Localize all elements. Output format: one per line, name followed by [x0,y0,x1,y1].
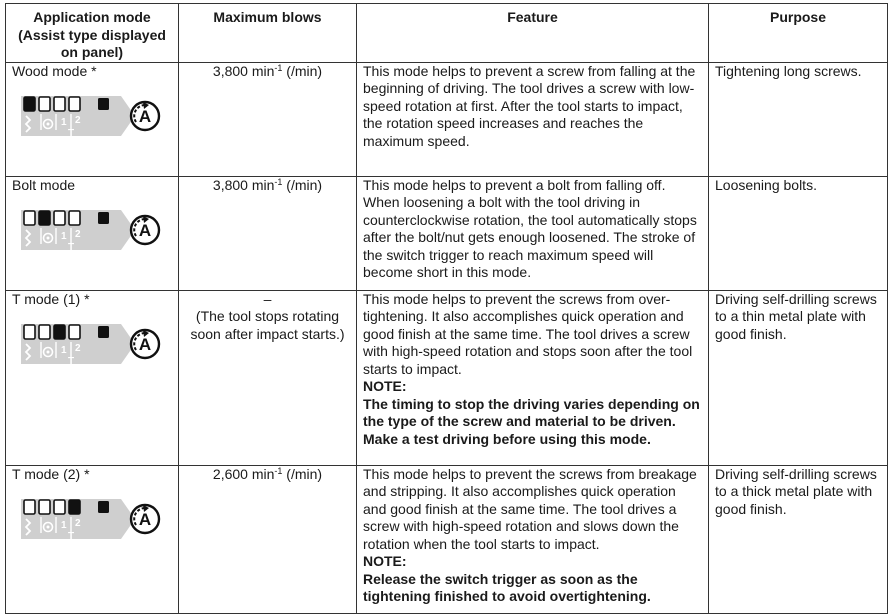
panel-label-1: 1 [61,345,67,356]
mode-cell [6,62,179,176]
mode-indicator-lamp [39,211,50,225]
assist-letter: A [138,221,152,240]
mode-indicator-lamp [69,325,80,339]
mode-indicator-lamp [54,97,65,111]
blows-value: 2,600 min [212,465,275,482]
bolt-icon-center [47,526,50,529]
mode-indicator-lamp [24,97,35,111]
blows-cell [179,290,357,465]
panel-label-1: 1 [61,520,67,531]
panel-label-2: 2 [75,343,81,354]
assist-panel-icon [19,493,161,545]
mode-cell [6,290,179,465]
mode-indicator-lamp [69,500,80,514]
assist-letter: A [138,107,152,126]
feature-text: This mode helps to prevent a screw from falling at the beginning of driving. The tool drives a screw with low-speed rotation at first. After the tool starts to impact, the rotation speed increases and reaches the maximum speed. [363,62,696,149]
blows-exponent: -1 [274,176,283,187]
purpose-text: Driving self-drilling screws to a thin metal plate with good finish. [715,290,877,342]
mode-indicator-lamp [69,211,80,225]
blows-exponent: -1 [274,62,283,73]
purpose-text: Tightening long screws. [715,62,862,79]
bolt-icon-center [47,351,50,354]
blows-value: 3,800 min [212,176,275,193]
blows-cell [179,62,357,176]
bolt-icon-center [47,123,50,126]
table-row [6,465,888,613]
mode-indicator-lamp [24,325,35,339]
purpose-cell [709,465,888,613]
header-purpose: Purpose [709,4,888,63]
bolt-icon-center [47,237,50,240]
mode-indicator-lamp [54,211,65,225]
feature-cell [357,62,709,176]
panel-label-1: 1 [61,231,67,242]
panel-label-t: T [68,128,75,139]
mode-cell [6,465,179,613]
assist-panel-icon [19,204,161,256]
feature-cell [357,465,709,613]
header-mode: Application mode (Assist type displayed on panel) [6,4,179,63]
mode-indicator-lamp [39,325,50,339]
feature-cell [357,176,709,290]
panel-label-2: 2 [75,518,81,529]
blows-note: (The tool stops rotating soon after impact starts.) [190,308,345,342]
purpose-cell [709,62,888,176]
note-text: The timing to stop the driving varies depending on the type of the screw and material to be driven. Make a test driving before using this mode. [363,395,700,447]
panel-label-t: T [68,356,75,367]
mode-name: Wood mode * [12,62,97,79]
blows-unit: (/min) [282,465,323,482]
feature-text: This mode helps to prevent the screws from breakage and stripping. It also accomplishes quick operation and good finish at the same time. The tool drives a screw with high-speed rotation and slows down the rotation when the tool starts to impact. [363,465,697,552]
note-label: NOTE: [363,378,407,394]
blows-dash: – [263,290,272,307]
feature-text: This mode helps to prevent the screws from over-tightening. It also accomplishes quick operation and good finish at the same time. The tool drives a screw with high-speed rotation and stops soon after the tool starts to impact. [363,290,693,377]
feature-text: This mode helps to prevent a bolt from falling off. When loosening a bolt with the tool driving in counterclockwise rotation, the tool automatically stops after the bolt/nut gets enough loosened. The stroke of the switch trigger to reach maximum speed will become short in this mode. [363,176,697,280]
table-row [6,176,888,290]
mode-name: Bolt mode [12,176,76,193]
header-row [6,4,888,63]
mode-indicator-lamp [54,500,65,514]
mode-name: T mode (1) * [12,290,90,307]
mode-indicator-lamp [54,325,65,339]
table-row [6,290,888,465]
blows-value: 3,800 min [212,62,275,79]
mode-indicator-lamp [69,97,80,111]
assist-panel-icon [19,318,161,370]
panel-label-2: 2 [75,229,81,240]
header-blows: Maximum blows [179,4,357,63]
assist-letter: A [138,510,152,529]
purpose-cell [709,290,888,465]
assist-indicator-lamp [98,501,109,513]
mode-indicator-lamp [24,211,35,225]
assist-panel-icon [19,90,161,142]
mode-indicator-lamp [24,500,35,514]
panel-label-t: T [68,531,75,542]
blows-unit: (/min) [282,62,323,79]
panel-label-1: 1 [61,117,67,128]
table-row [6,62,888,176]
blows-exponent: -1 [274,465,283,476]
header-feature: Feature [357,4,709,63]
purpose-cell [709,176,888,290]
assist-indicator-lamp [98,212,109,224]
blows-cell [179,176,357,290]
mode-indicator-lamp [39,97,50,111]
assist-indicator-lamp [98,98,109,110]
panel-label-2: 2 [75,115,81,126]
note-text: Release the switch trigger as soon as the tightening finished to avoid overtightening. [363,570,651,604]
assist-indicator-lamp [98,326,109,338]
purpose-text: Loosening bolts. [715,176,817,193]
blows-unit: (/min) [282,176,323,193]
note-label: NOTE: [363,553,407,569]
application-mode-table [5,3,888,614]
mode-name: T mode (2) * [12,465,90,482]
assist-letter: A [138,335,152,354]
purpose-text: Driving self-drilling screws to a thick metal plate with good finish. [715,465,877,517]
feature-cell [357,290,709,465]
blows-cell [179,465,357,613]
panel-label-t: T [68,242,75,253]
mode-indicator-lamp [39,500,50,514]
mode-cell [6,176,179,290]
